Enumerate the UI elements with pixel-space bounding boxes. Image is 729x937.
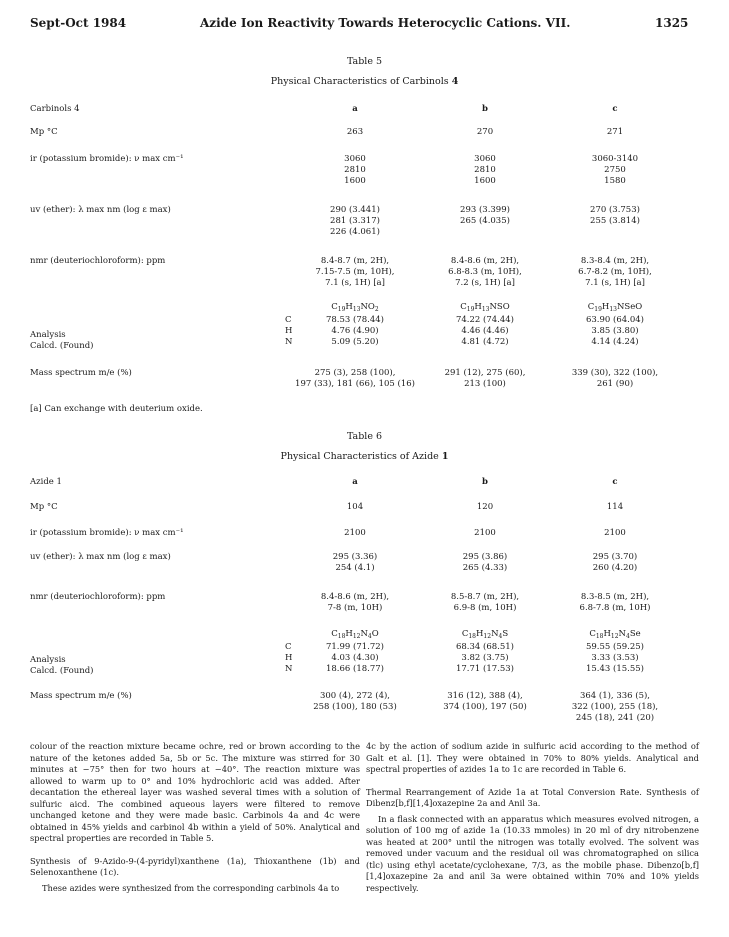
table-5-ir-a: 3060 2810 1600 — [344, 154, 366, 186]
table-6-mass-a: 300 (4), 272 (4), 258 (100), 180 (53) — [313, 691, 397, 712]
table-5-col-c: c — [612, 104, 618, 114]
table-5-formula-b: $C_{19}H_{13}NSO$ — [460, 302, 510, 313]
table-5-mass-c: 339 (30), 322 (100), 261 (90) — [571, 368, 659, 389]
table-6-ir-b: 2100 — [474, 528, 496, 538]
table-6-nmr-b: 8.5-8.7 (m, 2H), 6.9-8 (m, 10H) — [450, 592, 520, 613]
table-5-uv-c: 270 (3.753) 255 (3.814) — [590, 205, 640, 226]
table-6-col-a: a — [352, 477, 358, 487]
table-5-formula-a: $C_{19}H_{13}NO_2$ — [331, 302, 379, 313]
table-5-mass-b: 291 (12), 275 (60), 213 (100) — [444, 368, 526, 389]
table-5-mass-label: Mass spectrum m/e (%) — [30, 368, 132, 378]
table-6-uv-c: 295 (3.70) 260 (4.20) — [592, 552, 638, 573]
table-6-analysis-c: 59.55 (59.25) 3.33 (3.53) 15.43 (15.55) — [585, 642, 644, 674]
table-5-ir-c: 3060-3140 2750 1580 — [591, 154, 639, 186]
running-header-date: Sept-Oct 1984 — [30, 16, 127, 30]
table-6-mass-label: Mass spectrum m/e (%) — [30, 691, 132, 701]
table-5-analysis-b: 74.22 (74.44) 4.46 (4.46) 4.81 (4.72) — [455, 315, 514, 347]
table-5-analysis-label: Analysis — [30, 330, 66, 340]
table-5-ir-b: 3060 2810 1600 — [474, 154, 496, 186]
table-6-mp-b: 120 — [476, 502, 494, 512]
table-5-elements: C H N — [285, 315, 293, 347]
table-6-nmr-a: 8.4-8.6 (m, 2H), 7-8 (m, 10H) — [320, 592, 390, 613]
page-number: 1325 — [655, 16, 689, 30]
table-6-col-c: c — [612, 477, 618, 487]
table-6-mp-a: 104 — [346, 502, 364, 512]
table-6-header-label: Azide 1 — [30, 477, 62, 487]
table-6-elements: C H N — [285, 642, 293, 674]
right-section-heading: Thermal Rearrangement of Azide 1a at Total Conversion Rate. Synthesis of Dibenz[b,f][1,4]oxazepine 2a and Anil 3a. — [366, 786, 699, 808]
table-5-nmr-c: 8.3-8.4 (m, 2H), 6.7-8.2 (m, 10H), 7.1 (s, 1H) [a] — [578, 256, 652, 288]
right-paragraph-2: In a flask connected with an apparatus which measures evolved nitrogen, a solution of 100 mg of azide 1a (10.33 mmoles) in 20 ml of dry nitrobenzene was heated at 200° until the nitrogen was totally evolved. The solvent was removed under vacuum and the residual oil was chromatographed on silica (tlc) using ethyl acetate/cyclohexane, 7/3, as the mobile phase. Dibenzo[b,f][1,4]oxazepine 2a and anil 3a were obtained within 70% and 10% yields respectively. — [366, 813, 699, 893]
table-6-analysis-b: 68.34 (68.51) 3.82 (3.75) 17.71 (17.53) — [455, 642, 514, 674]
table-5-nmr-label: nmr (deuteriochloroform): ppm — [30, 256, 166, 266]
running-header-title: Azide Ion Reactivity Towards Heterocyclic Cations. VII. — [200, 16, 571, 30]
table-5-header-label: Carbinols 4 — [30, 104, 80, 114]
table-6-uv-label: uv (ether): λ max nm (log ε max) — [30, 552, 171, 562]
table-5-mp-c: 271 — [606, 127, 624, 137]
table-5-uv-label: uv (ether): λ max nm (log ε max) — [30, 205, 171, 215]
table-5-mp-a: 263 — [346, 127, 364, 137]
table-6-ir-c: 2100 — [604, 528, 626, 538]
table-6-ir-label: ir (potassium bromide): ν max cm⁻¹ — [30, 528, 184, 538]
table-6-analysis-a: 71.99 (71.72) 4.03 (4.30) 18.66 (18.77) — [325, 642, 384, 674]
table-5-uv-a: 290 (3.441) 281 (3.317) 226 (4.061) — [330, 205, 380, 237]
left-text-column — [30, 741, 360, 894]
table-5-footnote: [a] Can exchange with deuterium oxide. — [30, 404, 203, 414]
table-6-formula-a: $C_{18}H_{12}N_4O$ — [331, 629, 379, 640]
table-5-nmr-b: 8.4-8.6 (m, 2H), 6.8-8.3 (m, 10H), 7.2 (s, 1H) [a] — [448, 256, 522, 288]
table-6-col-b: b — [482, 477, 488, 487]
table-5-label: Table 5 — [346, 56, 383, 67]
table-6-caption: Physical Characteristics of Azide 1 — [280, 451, 449, 462]
table-5-analysis-a: 78.53 (78.44) 4.76 (4.90) 5.09 (5.20) — [325, 315, 384, 347]
table-5-calcd-label: Calcd. (Found) — [30, 341, 94, 351]
table-5-nmr-a: 8.4-8.7 (m, 2H), 7.15-7.5 (m, 10H), 7.1 (s, 1H) [a] — [315, 256, 395, 288]
table-5-caption: Physical Characteristics of Carbinols 4 — [270, 76, 459, 87]
table-6-calcd-label: Calcd. (Found) — [30, 666, 94, 676]
table-6-uv-a: 295 (3.36) 254 (4.1) — [332, 552, 378, 573]
table-5-mass-a: 275 (3), 258 (100), 197 (33), 181 (66), 105 (16) — [295, 368, 415, 389]
table-6-mass-b: 316 (12), 388 (4), 374 (100), 197 (50) — [443, 691, 527, 712]
table-5-uv-b: 293 (3.399) 265 (4.035) — [460, 205, 510, 226]
table-5-col-b: b — [482, 104, 488, 114]
table-6-uv-b: 295 (3.86) 265 (4.33) — [462, 552, 508, 573]
table-6-ir-a: 2100 — [344, 528, 366, 538]
table-6-nmr-label: nmr (deuteriochloroform): ppm — [30, 592, 166, 602]
table-5-col-a: a — [352, 104, 358, 114]
table-6-nmr-c: 8.3-8.5 (m, 2H), 6.8-7.8 (m, 10H) — [579, 592, 651, 613]
table-5-mp-b: 270 — [476, 127, 494, 137]
table-6-mass-c: 364 (1), 336 (5), 322 (100), 255 (18), 245 (18), 241 (20) — [571, 691, 659, 723]
table-6-analysis-label: Analysis — [30, 655, 66, 665]
table-5-ir-label: ir (potassium bromide): ν max cm⁻¹ — [30, 154, 184, 164]
table-5-mp-label: Mp °C — [30, 127, 58, 137]
right-text-column — [366, 741, 699, 894]
right-paragraph-1: 4c by the action of sodium azide in sulfuric acid according to the method of Galt et al. [1]. They were obtained in 70% to 80% yields. Analytical and spectral properties of azides 1a to 1c are recorded in Table 6. — [366, 741, 699, 774]
left-paragraph-2: These azides were synthesized from the corresponding carbinols 4a to — [42, 882, 340, 893]
left-paragraph-1: colour of the reaction mixture became ochre, red or brown according to the nature of the ketones added 5a, 5b or 5c. The mixture was stirred for 30 minutes at −75° then for two hours at −40°. The reaction mixture was allowed to warm up to 0° and 10% hydrochloric acid was added. After decantation the ethereal layer was washed several times with a solution of sulfuric aicd. The combined aqueous layers were filtered to remove unchanged ketone and they were made basic. Carbinols 4a and 4c were obtained in 45% yields and carbinol 4b within a yield of 50%. Analytical and spectral properties are recorded in Table 5. — [30, 741, 360, 843]
table-5-formula-c: $C_{19}H_{13}NSeO$ — [587, 302, 643, 313]
table-6-mp-label: Mp °C — [30, 502, 58, 512]
table-6-label: Table 6 — [346, 431, 383, 442]
left-section-heading: Synthesis of 9-Azido-9-(4-pyridyl)xanthene (1a), Thioxanthene (1b) and Selenoxanthene (1c). — [30, 855, 360, 877]
table-6-mp-c: 114 — [606, 502, 624, 512]
table-6-formula-c: $C_{18}H_{12}N_4Se$ — [589, 629, 641, 640]
table-5-analysis-c: 63.90 (64.04) 3.85 (3.80) 4.14 (4.24) — [585, 315, 644, 347]
table-6-formula-b: $C_{18}H_{12}N_4S$ — [461, 629, 509, 640]
